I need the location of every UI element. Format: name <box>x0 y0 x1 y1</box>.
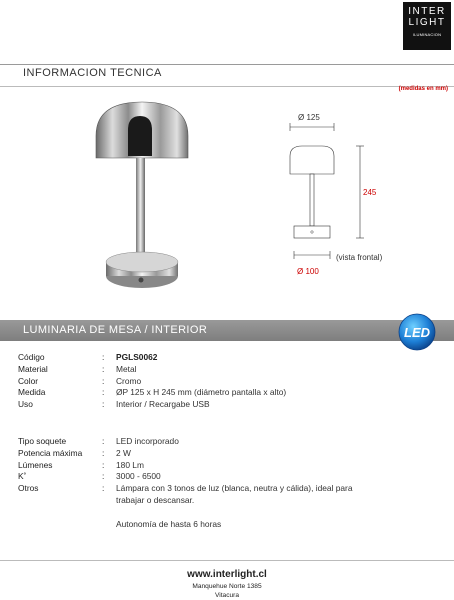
spec-value: 180 Lm <box>116 459 144 470</box>
spec-row <box>18 460 386 472</box>
spec-value: trabajar o descansar. <box>116 494 195 505</box>
spec-separator: : <box>102 483 105 494</box>
website-link[interactable]: www.interlight.cl <box>187 569 267 580</box>
spec-label: K˚ <box>18 471 27 482</box>
spec-row <box>18 399 386 411</box>
spec-row <box>18 436 386 448</box>
spec-label: Medida <box>18 387 46 398</box>
footer-address: Manquehue Norte 1385 <box>192 583 262 590</box>
height-label: 245 <box>363 188 377 197</box>
spec-row <box>18 364 386 376</box>
spec-value: Autonomía de hasta 6 horas <box>116 518 222 529</box>
spec-separator: : <box>102 436 105 446</box>
footer-city: Vitacura <box>214 592 240 599</box>
spec-value: ØP 125 x H 245 mm (diámetro pantalla x alto) <box>116 387 287 398</box>
logo-line-1: INTER <box>408 6 446 17</box>
led-badge-text: LED <box>404 325 430 340</box>
footer-divider <box>0 560 454 561</box>
spec-group-general <box>18 352 386 411</box>
spec-value: 2 W <box>116 447 131 458</box>
spec-separator: : <box>102 352 105 362</box>
spec-label: Otros <box>18 483 39 494</box>
spec-separator: : <box>102 375 105 386</box>
spec-label: Uso <box>18 399 33 410</box>
spec-group-technical <box>18 436 386 530</box>
brand-logo <box>403 2 451 50</box>
header-divider <box>0 86 454 87</box>
shade-diameter-label: Ø 125 <box>298 113 320 122</box>
spec-separator: : <box>102 459 105 470</box>
spec-row <box>18 483 386 495</box>
spec-label: Color <box>18 375 39 386</box>
spec-label: Código <box>18 352 45 362</box>
spec-row <box>18 352 386 364</box>
spec-label: Potencia máxima <box>18 447 83 458</box>
spec-value: Cromo <box>116 375 142 386</box>
spec-label: Tipo soquete <box>18 436 67 446</box>
spec-label: Material <box>18 363 48 374</box>
spec-row-continued <box>18 495 386 507</box>
led-badge-icon <box>398 313 436 351</box>
spec-row <box>18 387 386 399</box>
spec-row <box>18 448 386 460</box>
section-title: INFORMACION TECNICA <box>23 67 162 79</box>
spec-separator: : <box>102 387 105 398</box>
spec-value: Metal <box>116 363 137 374</box>
base-diameter-label: Ø 100 <box>297 267 319 276</box>
category-title: LUMINARIA DE MESA / INTERIOR <box>23 324 208 336</box>
spec-value: 3000 - 6500 <box>116 471 161 482</box>
view-label: (vista frontal) <box>336 253 383 262</box>
logo-tagline: ILUMINACION <box>412 32 442 37</box>
spec-separator: : <box>102 447 105 458</box>
spec-value: Lámpara con 3 tonos de luz (blanca, neutra y cálida), ideal para <box>116 483 353 494</box>
spec-value: LED incorporado <box>116 436 179 446</box>
spec-value: Interior / Recargabe USB <box>116 399 210 410</box>
dimension-diagram <box>282 104 412 284</box>
spec-row-spacer <box>18 507 386 519</box>
units-note: (medidas en mm) <box>398 86 448 92</box>
spec-row <box>18 376 386 388</box>
top-divider <box>0 64 454 65</box>
product-code: PGLS0062 <box>116 352 158 362</box>
spec-label: Lúmenes <box>18 459 53 470</box>
logo-line-2: LIGHT <box>408 17 446 28</box>
spec-separator: : <box>102 363 105 374</box>
product-photo <box>80 96 210 301</box>
spec-separator: : <box>102 471 105 482</box>
spec-separator: : <box>102 399 105 410</box>
spec-row <box>18 471 386 483</box>
spec-row-continued <box>18 519 386 531</box>
